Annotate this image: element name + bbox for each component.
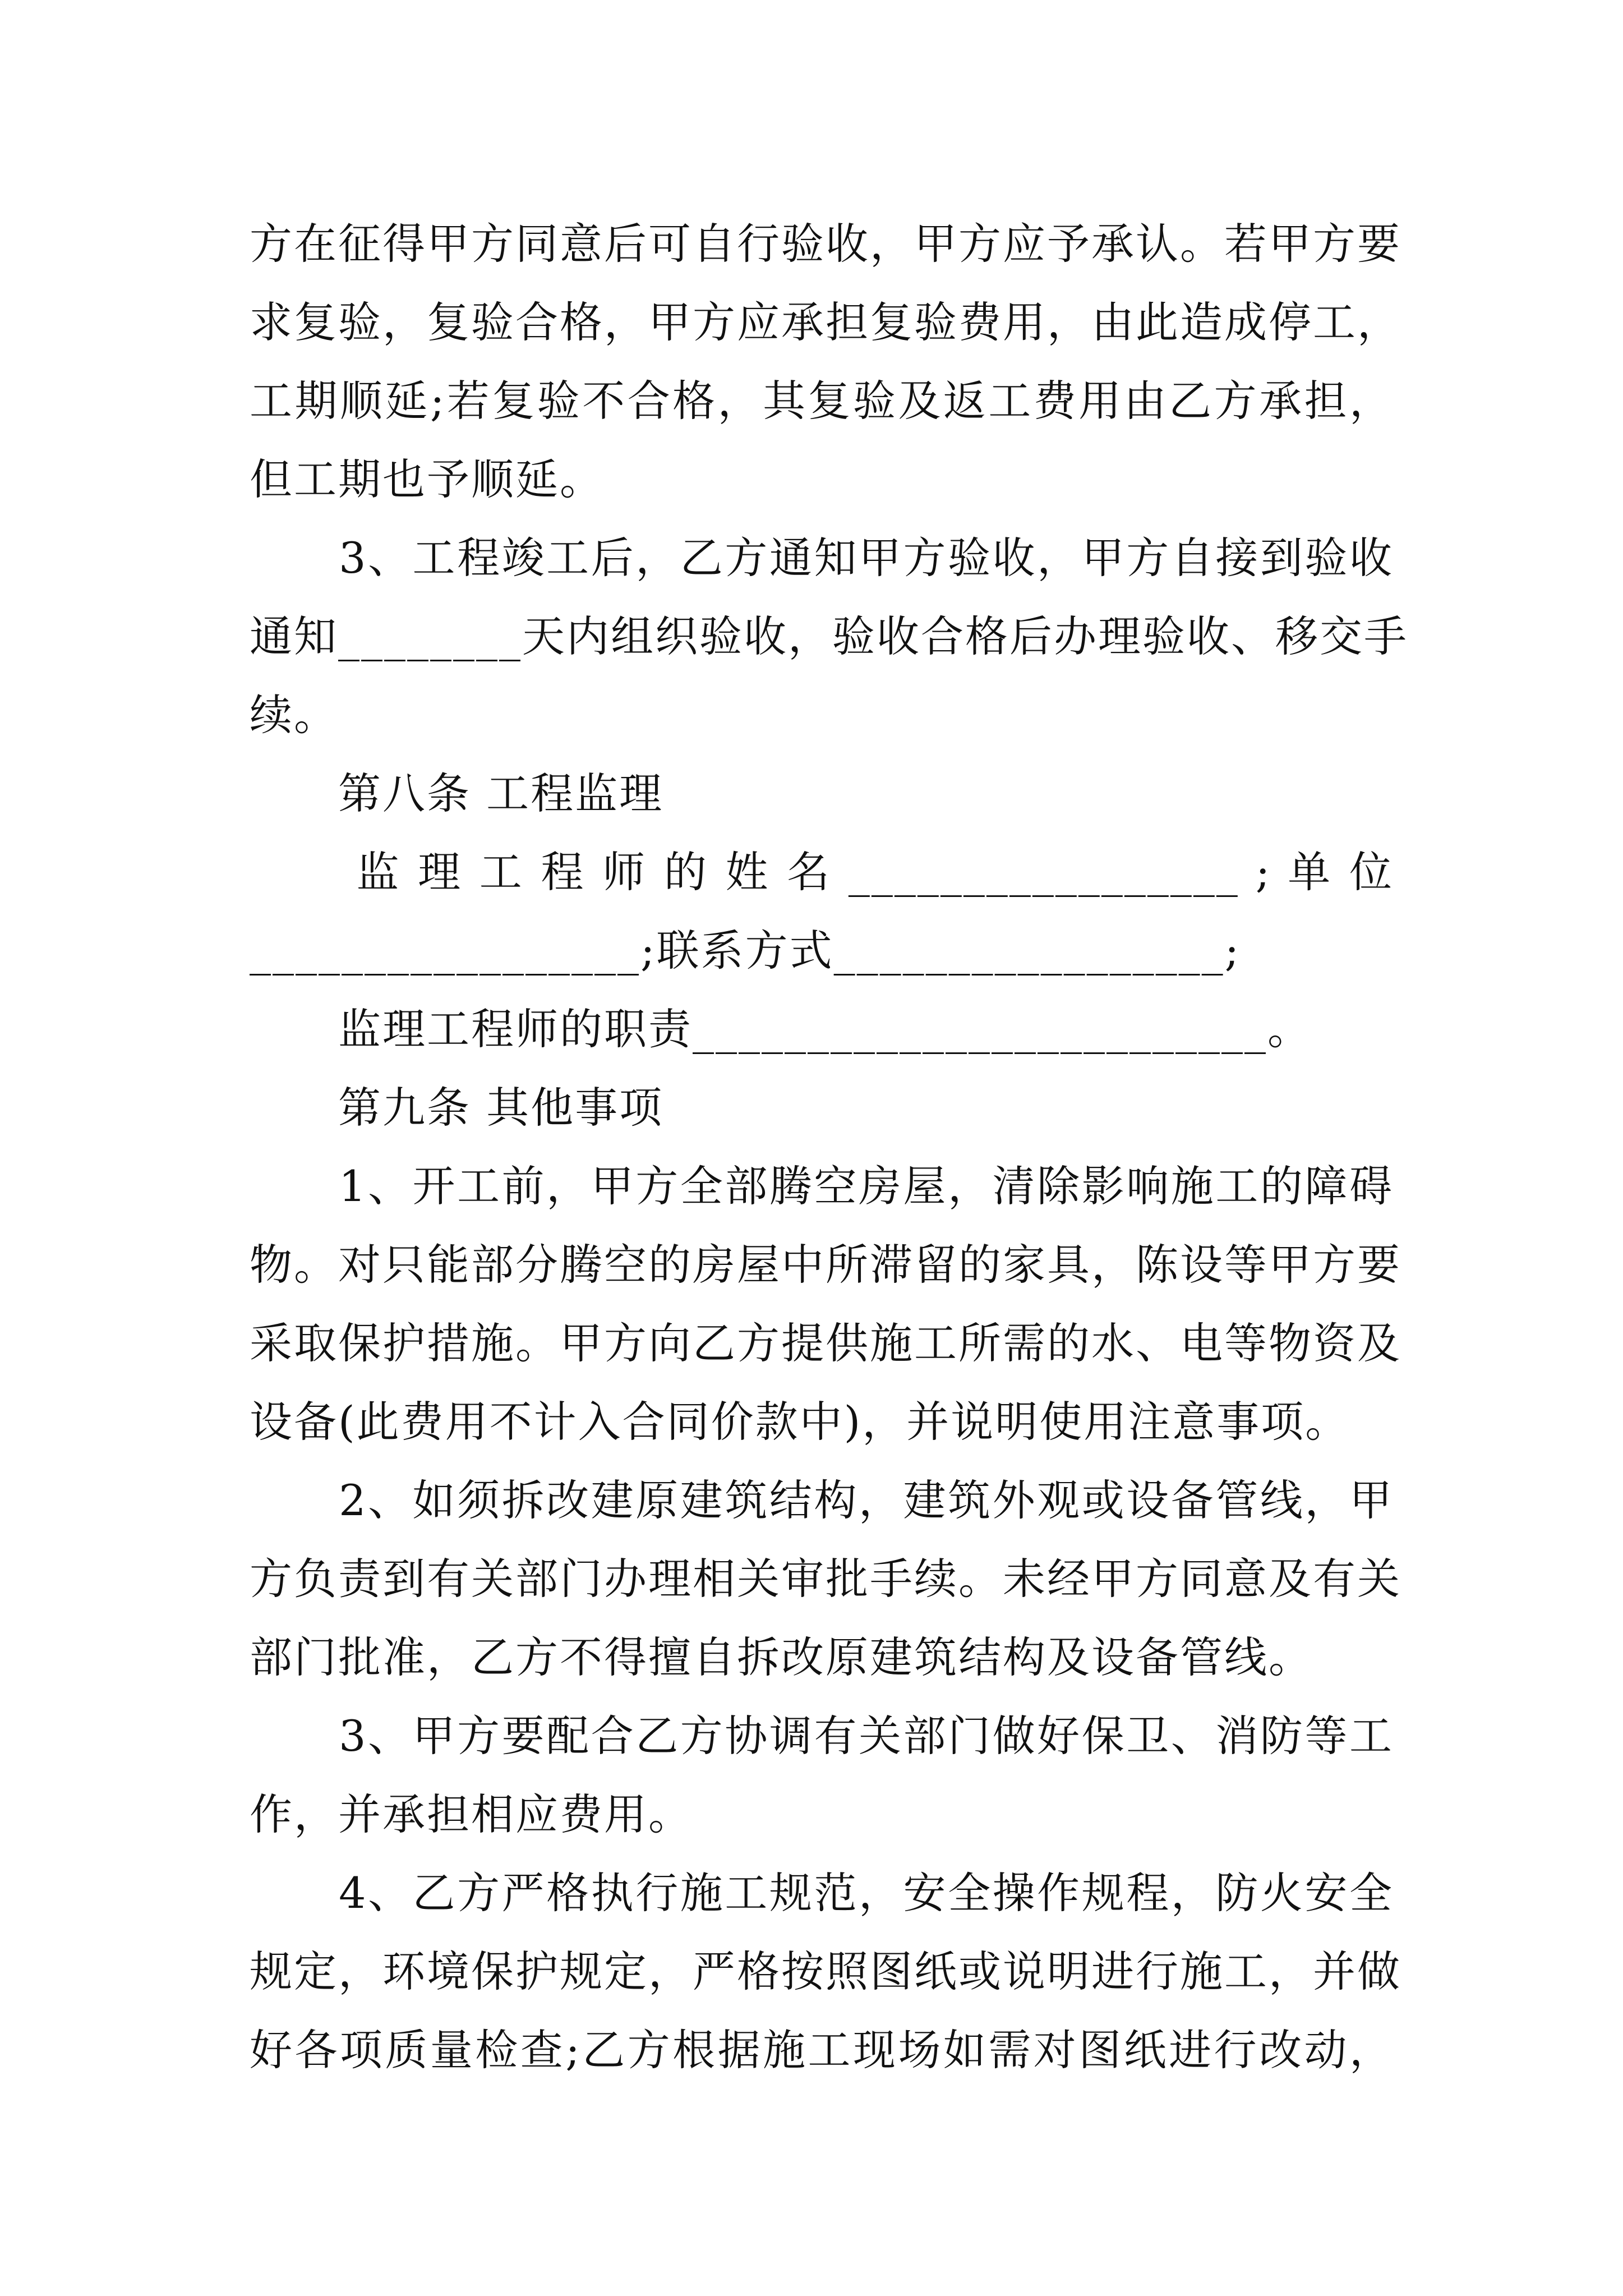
text-line: 监理工程师的职责_________________________。	[250, 1004, 1312, 1054]
text-line: _________________;联系方式_________________;	[250, 926, 1241, 976]
text-line: 好各项质量检查;乙方根据施工现场如需对图纸进行改动，	[250, 2025, 1394, 2075]
text-line: 通知________天内组织验收，验收合格后办理验收、移交手	[250, 611, 1408, 661]
text-line: 采取保护措施。甲方向乙方提供施工所需的水、电等物资及	[250, 1318, 1401, 1368]
text-line: 物。对只能部分腾空的房屋中所滞留的家具，陈设等甲方要	[250, 1240, 1401, 1290]
text-line: 设备(此费用不计入合同价款中)，并说明使用注意事项。	[250, 1397, 1350, 1447]
text-line: 续。	[250, 690, 338, 740]
text-line: 但工期也予顺延。	[250, 454, 604, 504]
text-line: 3、工程竣工后，乙方通知甲方验收，甲方自接到验收	[250, 533, 1394, 583]
section-heading: 第九条 其他事项	[250, 1083, 664, 1133]
text-line: 部门批准，乙方不得擅自拆改原建筑结构及设备管线。	[250, 1632, 1313, 1682]
text-line: 监 理 工 程 师 的 姓 名 _________________ ; 单 位	[250, 847, 1394, 897]
text-line: 4、乙方严格执行施工规范，安全操作规程，防火安全	[250, 1868, 1394, 1918]
text-line: 规定，环境保护规定，严格按照图纸或说明进行施工，并做	[250, 1947, 1401, 1996]
section-heading: 第八条 工程监理	[250, 769, 664, 818]
text-line: 工期顺延;若复验不合格，其复验及返工费用由乙方承担，	[250, 376, 1394, 426]
text-line: 1、开工前，甲方全部腾空房屋，清除影响施工的障碍	[250, 1161, 1394, 1211]
text-line: 2、如须拆改建原建筑结构，建筑外观或设备管线，甲	[250, 1475, 1394, 1525]
text-line: 求复验，复验合格，甲方应承担复验费用，由此造成停工，	[250, 297, 1401, 347]
text-line: 方负责到有关部门办理相关审批手续。未经甲方同意及有关	[250, 1554, 1401, 1604]
text-line: 3、甲方要配合乙方协调有关部门做好保卫、消防等工	[250, 1711, 1394, 1761]
text-line: 方在征得甲方同意后可自行验收，甲方应予承认。若甲方要	[250, 219, 1401, 269]
text-line: 作，并承担相应费用。	[250, 1789, 693, 1839]
